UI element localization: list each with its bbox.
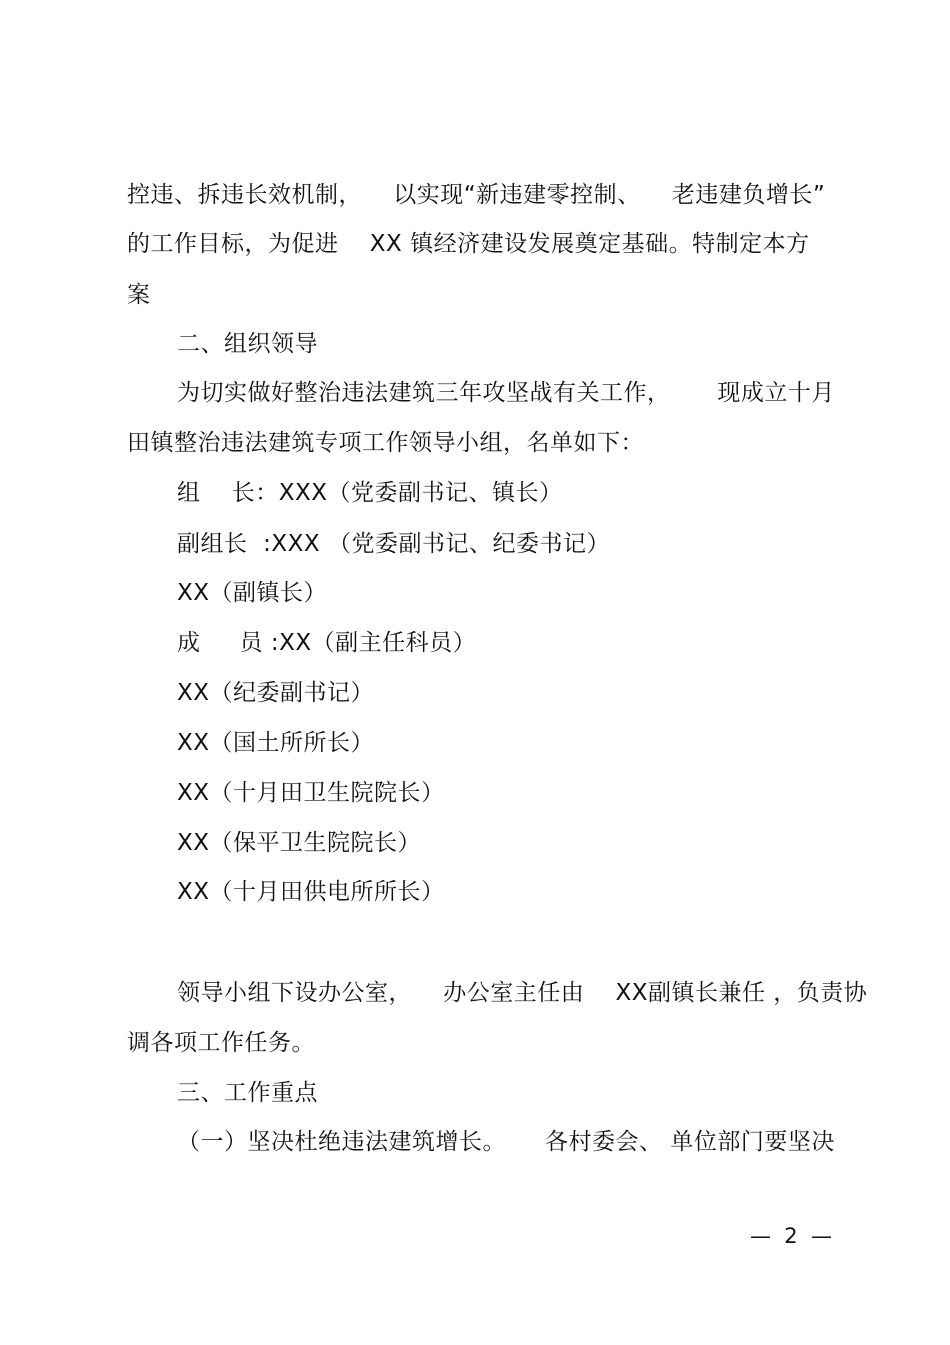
member-power-supply: XX（十月田供电所所长） [177,879,445,905]
member-leader: 组 长：XXX（党委副书记、镇长） [177,480,563,506]
member-shiyuetian-hospital: XX（十月田卫生院院长） [177,780,445,806]
section-heading-work-focus: 三、工作重点 [177,1080,318,1106]
member-baoping-hospital: XX（保平卫生院院长） [177,830,422,856]
body-line-5: 为切实做好整治违法建筑三年攻坚战有关工作， 现成立十月 [177,380,835,406]
member-deputy-leader: 副组长 :XXX （党委副书记、纪委书记） [177,531,610,557]
office-setup-line-2: 调各项工作任务。 [127,1030,315,1056]
body-line-2: 的工作目标，为促进 XX 镇经济建设发展奠定基础。特制定本方 [127,231,810,257]
member-discipline: XX（纪委副书记） [177,680,375,706]
body-line-3: 案 [127,282,151,308]
section-heading-organization: 二、组织领导 [177,331,318,357]
member-deputy-mayor: XX（副镇长） [177,580,328,606]
member-land-office: XX（国土所所长） [177,730,375,756]
body-line-6: 田镇整治违法建筑专项工作领导小组，名单如下： [127,430,644,456]
work-focus-item-1: （一）坚决杜绝违法建筑增长。 各村委会、 单位部门要坚决 [177,1129,835,1155]
page-number: — 2 — [749,1224,832,1248]
member-list-start: 成 员 :XX（副主任科员） [177,630,477,656]
office-setup-line-1: 领导小组下设办公室， 办公室主任由 XX副镇长兼任 ，负责协 [177,980,868,1006]
body-line-1: 控违、拆违长效机制， 以实现“新违建零控制、 老违建负增长” [127,182,826,208]
